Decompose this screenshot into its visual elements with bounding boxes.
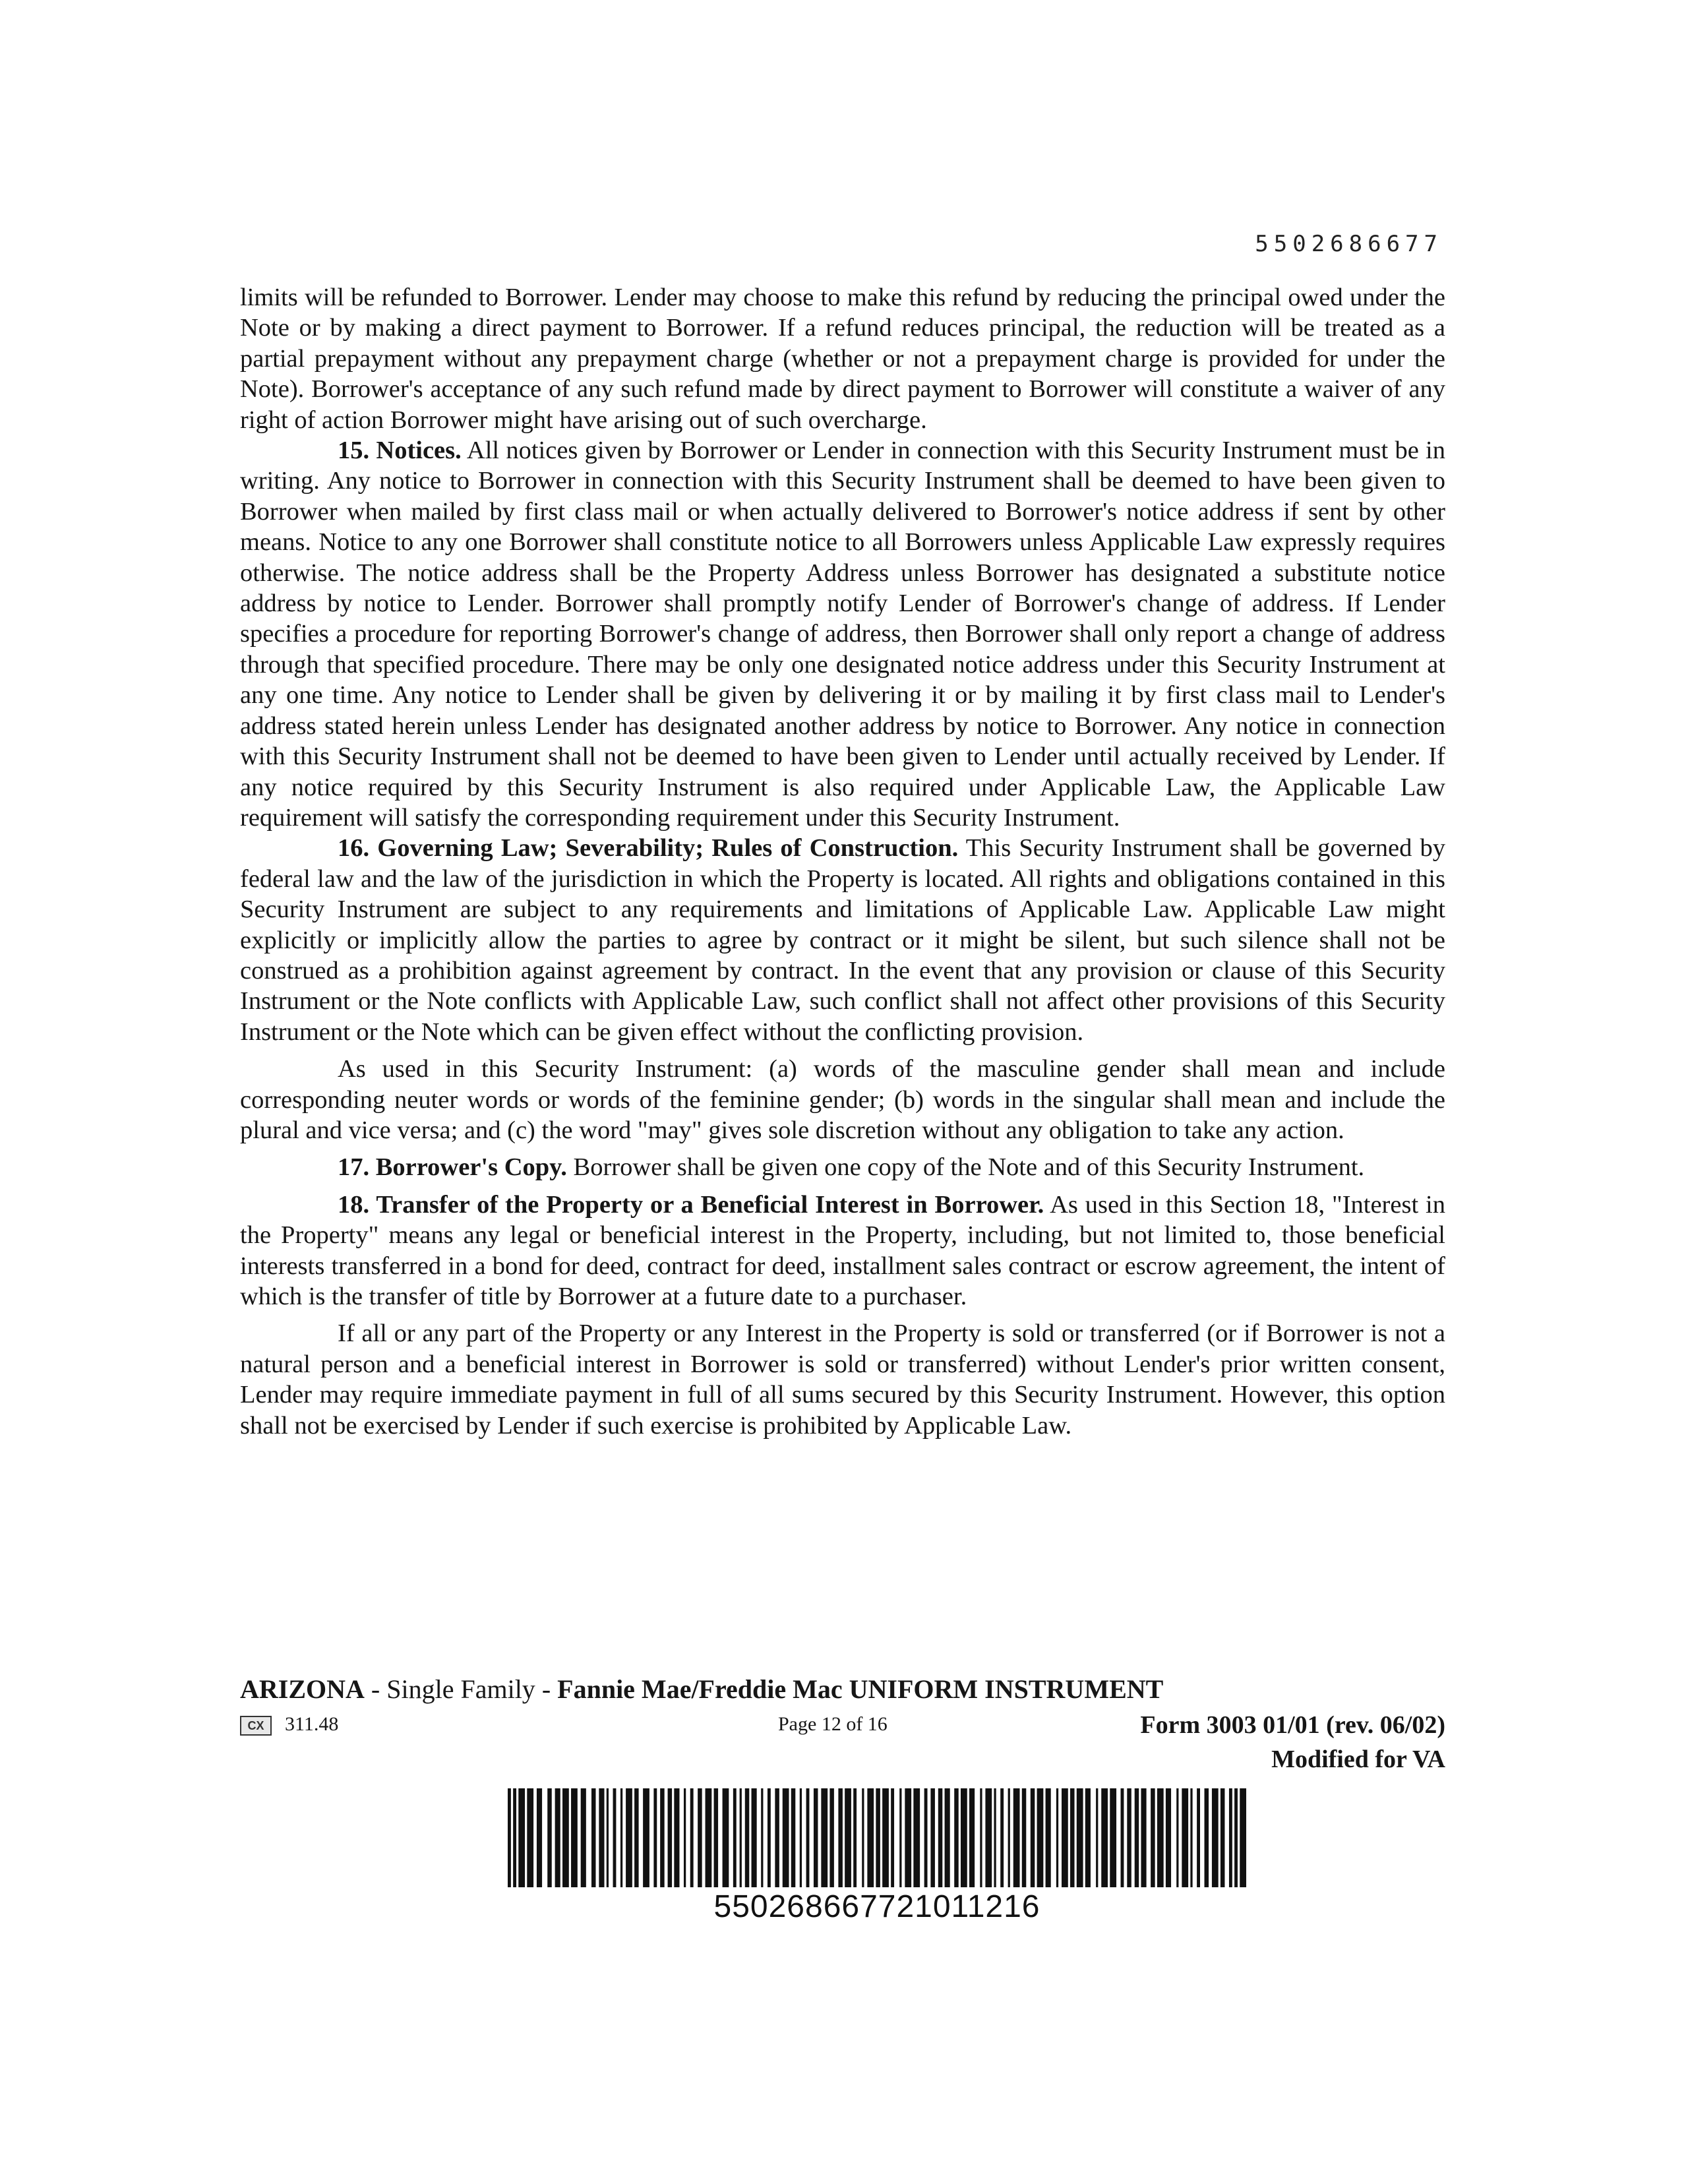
- barcode-bar: [814, 1788, 818, 1887]
- barcode-bar: [882, 1788, 889, 1887]
- barcode-bar: [1121, 1788, 1124, 1887]
- barcode-bar: [1182, 1788, 1188, 1887]
- barcode-bar: [555, 1788, 560, 1887]
- barcode-bar: [571, 1788, 578, 1887]
- barcode-bar: [1101, 1788, 1108, 1887]
- barcode-bar: [945, 1788, 950, 1887]
- form-title-separator: -: [364, 1674, 387, 1704]
- barcode-bar: [613, 1788, 617, 1887]
- barcode-bar: [698, 1788, 702, 1887]
- barcode-bar: [867, 1788, 874, 1887]
- barcode-bar: [740, 1788, 742, 1887]
- barcode-bar: [674, 1788, 679, 1887]
- barcode-bar: [1127, 1788, 1131, 1887]
- barcode-bar: [768, 1788, 771, 1887]
- barcode-bar: [1135, 1788, 1139, 1887]
- barcode-bar: [733, 1788, 737, 1887]
- barcode-bar: [620, 1788, 622, 1887]
- barcode-bar: [969, 1788, 975, 1887]
- form-title: [240, 1674, 1163, 1705]
- barcode-bar: [829, 1788, 834, 1887]
- barcode-bar: [838, 1788, 843, 1887]
- barcode-bar: [954, 1788, 959, 1887]
- barcode-bar: [924, 1788, 928, 1887]
- barcode-bar: [899, 1788, 901, 1887]
- paragraph-transfer: [240, 1190, 1445, 1312]
- barcode-bar: [660, 1788, 665, 1887]
- barcode-bar: [634, 1788, 639, 1887]
- barcode-bar: [1085, 1788, 1091, 1887]
- barcode-bar: [1234, 1788, 1238, 1887]
- barcode-bar: [1013, 1788, 1020, 1887]
- barcode-bar: [547, 1788, 552, 1887]
- barcode-bar: [961, 1788, 967, 1887]
- barcode-bar: [607, 1788, 609, 1887]
- barcode-bar: [1062, 1788, 1068, 1887]
- barcode-bar: [1240, 1788, 1246, 1887]
- paragraph-refund-continuation: [240, 282, 1445, 435]
- paragraph-notices: [240, 435, 1445, 833]
- section-heading-notices: 15. Notices.: [338, 437, 462, 465]
- form-footer-row: [240, 1713, 1445, 1742]
- barcode-bar: [591, 1788, 596, 1887]
- paragraph-text: As used in this Section 18, "Interest in the Property" means any legal or beneficial interest in the Property, including, but not limited to, those beneficial interests transferred in a bond for deed, contract for deed, installment sales contract or escrow agreement, the intent of which is the transfer of title by Borrower at a future date to a purchaser.: [240, 1190, 1445, 1310]
- paragraph-governing-law: [240, 833, 1445, 1047]
- modified-for-label: Modified for VA: [1271, 1745, 1445, 1773]
- form-number: Form 3003 01/01 (rev. 06/02): [1140, 1711, 1445, 1739]
- barcode-bar: [1141, 1788, 1146, 1887]
- barcode-bar: [1000, 1788, 1004, 1887]
- paragraph-text: This Security Instrument shall be governed by federal law and the law of the jurisdiction in which the Property is located. All rights and obligations contained in this Security Instrument are subject to any requirements and limitations of Applicable Law. Applicable Law might explicitly or implicitly allow the parties to agree by contract or it might be silent, but such silence shall not be construed as a prohibition against agreement by contract. In the event that any provision or clause of this Security Instrument or the Note conflicts with Applicable Law, such conflict shall not affect other provisions of this Security Instrument or the Note which can be given effect without the conflicting provision.: [240, 834, 1446, 1046]
- barcode-bar: [905, 1788, 911, 1887]
- paragraph-text: As used in this Security Instrument: (a) words of the masculine gender shall mean and include corresponding neuter words or words of the feminine gender; (b) words in the singular shall mean and include the plural and vice versa; and (c) the word "may" gives sole discretion without any obligation to take any action.: [240, 1055, 1445, 1144]
- barcode-bar: [690, 1788, 694, 1887]
- barcode-bar: [626, 1788, 632, 1887]
- barcode-bar: [752, 1788, 757, 1887]
- barcode-bar: [581, 1788, 586, 1887]
- barcode-bar: [1212, 1788, 1219, 1887]
- barcode-bar: [930, 1788, 935, 1887]
- barcode-bar: [1197, 1788, 1200, 1887]
- barcode-icon: [508, 1788, 1246, 1887]
- form-instrument: Fannie Mae/Freddie Mac UNIFORM INSTRUMENT: [557, 1674, 1164, 1704]
- barcode-bar: [684, 1788, 686, 1887]
- barcode-bar: [1008, 1788, 1010, 1887]
- form-logo-icon: CX: [240, 1716, 272, 1736]
- barcode-bar: [1037, 1788, 1044, 1887]
- barcode-bar: [1166, 1788, 1171, 1887]
- section-heading-governing-law: 16. Governing Law; Severability; Rules of Construction.: [338, 834, 959, 863]
- paragraph-text: If all or any part of the Property or any Interest in the Property is sold or transferred (or if Borrower is not a natural person and a beneficial interest in Borrower is sold or transferred) without Lender's prior written consent, Lender may require immediate payment in full of all sums secured by this Security Instrument. However, this option shall not be exercised by Lender if such exercise is prohibited by Applicable Law.: [240, 1320, 1445, 1440]
- form-code: 311.48: [285, 1713, 339, 1735]
- barcode-bar: [980, 1788, 982, 1887]
- form-title-separator: -: [535, 1674, 558, 1704]
- barcode-bar: [1229, 1788, 1232, 1887]
- paragraph-definitions: [240, 1054, 1445, 1145]
- barcode-bar: [714, 1788, 719, 1887]
- barcode-bar: [862, 1788, 864, 1887]
- paragraph-text: Borrower shall be given one copy of the Note and of this Security Instrument.: [566, 1153, 1365, 1182]
- barcode-bar: [653, 1788, 657, 1887]
- barcode-bar: [775, 1788, 779, 1887]
- barcode-bar: [1221, 1788, 1225, 1887]
- barcode-bar: [783, 1788, 789, 1887]
- barcode-bar: [562, 1788, 569, 1887]
- barcode-bar: [938, 1788, 943, 1887]
- barcode-bar: [518, 1788, 525, 1887]
- barcode-bar: [994, 1788, 996, 1887]
- page-indicator: Page 12 of 16: [778, 1713, 888, 1735]
- form-family: Single Family: [386, 1674, 535, 1704]
- barcode-bar: [891, 1788, 894, 1887]
- paragraph-text: All notices given by Borrower or Lender in connection with this Security Instrument must be in writing. Any notice to Borrower in connection with this Security Instrument shall be deemed to have been given to Borrower when mailed by first class mail or when actually delivered to Borrower's notice address if sent by other means. Notice to any one Borrower shall constitute notice to all Borrowers unless Applicable Law expressly requires otherwise. The notice address shall be the Property Address unless Borrower has designated a substitute notice address by notice to Lender. Borrower shall promptly notify Lender of Borrower's change of address. If Lender specifies a procedure for reporting Borrower's change of address, then Borrower shall only report a change of address through that specified procedure. There may be only one designated notice address under this Security Instrument at any one time. Any notice to Lender shall be given by delivering it or by mailing it by first class mail to Lender's address stated herein unless Lender has designated another address by notice to Borrower. Any notice in connection with this Security Instrument shall not be deemed to have been given to Lender until actually received by Lender. If any notice required by this Security Instrument is also required under Applicable Law, the Applicable Law requirement will satisfy the corresponding requirement under this Security Instrument.: [240, 437, 1445, 832]
- barcode-bar: [513, 1788, 516, 1887]
- barcode-bar: [806, 1788, 810, 1887]
- barcode-bar: [1031, 1788, 1035, 1887]
- barcode-bar: [1022, 1788, 1027, 1887]
- barcode-bar: [1205, 1788, 1209, 1887]
- barcode-bar: [1110, 1788, 1116, 1887]
- barcode-bar: [643, 1788, 649, 1887]
- barcode-bar: [1151, 1788, 1155, 1887]
- barcode-bar: [508, 1788, 511, 1887]
- section-heading-transfer: 18. Transfer of the Property or a Beneficial Interest in Borrower.: [338, 1190, 1044, 1219]
- paragraph-text: limits will be refunded to Borrower. Lender may choose to make this refund by reducing the principal owed under the Note or by making a direct payment to Borrower. If a refund reduces principal, the reduction will be treated as a partial prepayment without any prepayment charge (whether or not a prepayment charge is provided for under the Note). Borrower's acceptance of any such refund made by direct payment to Borrower will constitute a waiver of any right of action Borrower might have arising out of such overcharge.: [240, 284, 1445, 434]
- barcode-bar: [527, 1788, 533, 1887]
- barcode-bar: [853, 1788, 857, 1887]
- barcode-bar: [706, 1788, 712, 1887]
- barcode-bar: [985, 1788, 992, 1887]
- paragraph-borrowers-copy: [240, 1152, 1445, 1182]
- barcode-bar: [1070, 1788, 1075, 1887]
- barcode-bar: [668, 1788, 673, 1887]
- barcode-bar: [1190, 1788, 1192, 1887]
- barcode-bar: [599, 1788, 604, 1887]
- barcode-bar: [876, 1788, 880, 1887]
- barcode-bar: [1096, 1788, 1098, 1887]
- barcode-bar: [791, 1788, 796, 1887]
- barcode-bar: [537, 1788, 542, 1887]
- barcode-number: 550268667721011216: [713, 1889, 1040, 1924]
- barcode-bar: [821, 1788, 828, 1887]
- barcode-bar: [1077, 1788, 1083, 1887]
- barcode-bar: [745, 1788, 750, 1887]
- barcode-bar: [800, 1788, 802, 1887]
- barcode-bar: [1176, 1788, 1178, 1887]
- barcode-bar: [913, 1788, 920, 1887]
- barcode-bar: [761, 1788, 763, 1887]
- barcode-bar: [1157, 1788, 1164, 1887]
- barcode-bar: [845, 1788, 851, 1887]
- barcode-bar: [1046, 1788, 1051, 1887]
- document-body: [240, 282, 1445, 1441]
- section-heading-borrowers-copy: 17. Borrower's Copy.: [338, 1153, 567, 1182]
- form-state: ARIZONA: [240, 1674, 365, 1704]
- loan-number: 5502686677: [1255, 231, 1443, 257]
- barcode-bar: [723, 1788, 729, 1887]
- paragraph-transfer-consent: [240, 1318, 1445, 1441]
- barcode-bar: [1056, 1788, 1058, 1887]
